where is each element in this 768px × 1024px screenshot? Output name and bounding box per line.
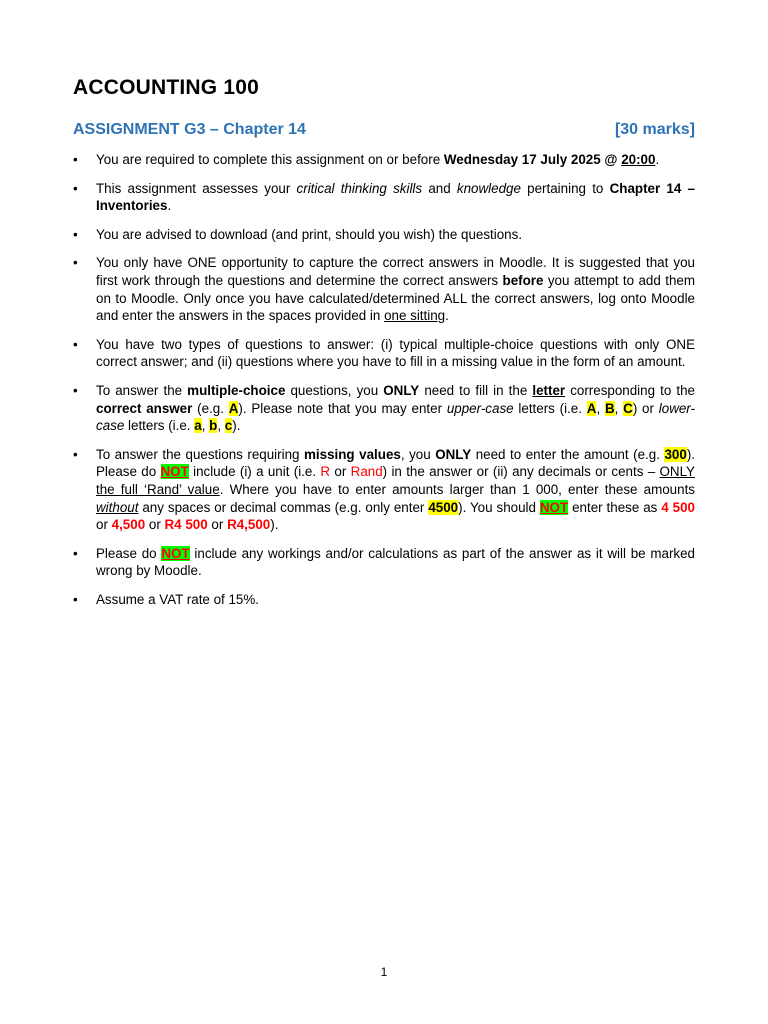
highlight: A	[586, 400, 597, 416]
highlight: 300	[664, 446, 687, 462]
emphasis: multiple-choice	[187, 382, 286, 398]
emphasis: correct answer	[96, 400, 193, 416]
text: include (i) a unit (i.e.	[188, 464, 321, 480]
instruction-item-deadline	[73, 151, 695, 169]
highlight: b	[209, 418, 218, 434]
text: ). You should	[458, 499, 540, 515]
highlight: B	[604, 400, 615, 416]
text: ) in the answer or (ii) any decimals or cents –	[382, 464, 660, 480]
red-text: 4 500	[661, 499, 695, 515]
highlight: 4500	[428, 499, 459, 515]
due-time: 20:00	[621, 152, 656, 167]
text: or	[207, 517, 228, 533]
text: ). Please note that you may enter	[238, 400, 447, 416]
chapter-name: Chapter 14 – Inventories	[96, 180, 695, 214]
text: You are required to complete this assignment on or before	[96, 152, 444, 167]
text: and	[422, 180, 457, 196]
not-highlight: NOT	[161, 545, 190, 561]
emphasis: ONLY the full ‘Rand’ value	[96, 464, 695, 497]
instruction-list	[73, 151, 695, 619]
text: need to fill in the	[419, 382, 533, 398]
page-number: 1	[380, 965, 388, 979]
highlight: C	[623, 400, 633, 416]
text: Please do	[96, 545, 162, 561]
text: letters (i.e.	[124, 418, 195, 434]
text: .	[655, 152, 660, 167]
text: You have two types of questions to answer: (i) typical multiple-choice questions with only ONE correct answer; and (ii) questions where you have to fill in a missing value in the form of an amount.	[96, 336, 695, 370]
text: pertaining to	[520, 180, 610, 196]
emphasis: lower-case	[96, 400, 695, 434]
text: ,	[596, 400, 605, 416]
instruction-item-assesses	[73, 180, 695, 215]
text: letters (i.e.	[513, 400, 587, 416]
highlight: a	[194, 418, 202, 434]
text: (e.g.	[192, 400, 229, 416]
emphasis: critical thinking skills	[296, 180, 423, 196]
text: include any workings and/or calculations as part of the answer as it will be marked wrong by Moodle.	[96, 545, 696, 579]
instruction-item-vat	[73, 591, 695, 609]
text: Assume a VAT rate of 15%.	[96, 591, 259, 607]
text: This assignment assesses your	[96, 180, 297, 196]
instruction-item-one-opportunity	[73, 254, 695, 324]
text: , you	[400, 446, 436, 462]
emphasis: letter	[532, 382, 566, 398]
text: ,	[614, 400, 624, 416]
instruction-item-missing-values	[73, 446, 695, 534]
emphasis: ONLY	[383, 382, 420, 398]
text: or	[96, 517, 112, 533]
text: ,	[201, 418, 210, 434]
red-text: R4,500	[227, 517, 271, 533]
highlight: A	[228, 400, 239, 416]
highlight: c	[224, 418, 233, 434]
emphasis: missing values	[304, 446, 401, 462]
emphasis: ONLY	[435, 446, 472, 462]
text: .	[445, 308, 449, 324]
instruction-item-download	[73, 226, 695, 244]
text: To answer the questions requiring	[96, 446, 305, 462]
emphasis: one sitting	[384, 308, 446, 324]
page-title: ACCOUNTING 100	[73, 76, 259, 99]
text: or	[145, 517, 165, 533]
text: ). Please do	[96, 446, 695, 480]
text: You are advised to download (and print, should you wish) the questions.	[96, 226, 523, 242]
text: enter these as	[568, 499, 662, 515]
emphasis: without	[96, 499, 139, 515]
instruction-item-multiple-choice	[73, 382, 695, 435]
text: ).	[270, 517, 279, 533]
instruction-item-no-workings	[73, 545, 695, 580]
not-highlight: NOT	[160, 464, 189, 480]
instruction-item-question-types	[73, 336, 695, 371]
text: corresponding to the	[565, 382, 695, 398]
text: To answer the	[96, 382, 188, 398]
red-text: 4,500	[111, 517, 146, 533]
emphasis: upper-case	[446, 400, 514, 416]
text: any spaces or decimal commas (e.g. only enter	[138, 499, 429, 515]
text: need to enter the amount (e.g.	[471, 446, 665, 462]
text: You only have ONE opportunity to capture the correct answers in Moodle. It is suggested that you first work through the questions and determine the correct answers	[96, 255, 695, 288]
text: you attempt to add them on to Moodle. Only once you have calculated/determined ALL the correct answers, log onto Moodle and enter the answers in the spaces provided in	[96, 272, 695, 324]
assignment-marks: [30 marks]	[614, 121, 695, 138]
text: questions, you	[285, 382, 384, 398]
text: or	[330, 464, 351, 480]
text: ,	[217, 418, 225, 434]
assignment-header	[73, 121, 695, 139]
text: ).	[232, 418, 241, 434]
red-text: Rand	[350, 464, 383, 480]
red-text: R4 500	[164, 517, 208, 533]
text: . Where you have to enter amounts larger than 1 000, enter these amounts	[219, 481, 695, 497]
due-date: Wednesday 17 July 2025 @	[443, 152, 622, 167]
red-text: R	[320, 464, 331, 480]
not-highlight: NOT	[539, 499, 569, 515]
assignment-heading: ASSIGNMENT G3 – Chapter 14	[73, 121, 306, 138]
text: ) or	[632, 400, 659, 416]
emphasis: knowledge	[456, 180, 521, 196]
text: .	[167, 198, 172, 214]
emphasis: before	[502, 272, 544, 288]
